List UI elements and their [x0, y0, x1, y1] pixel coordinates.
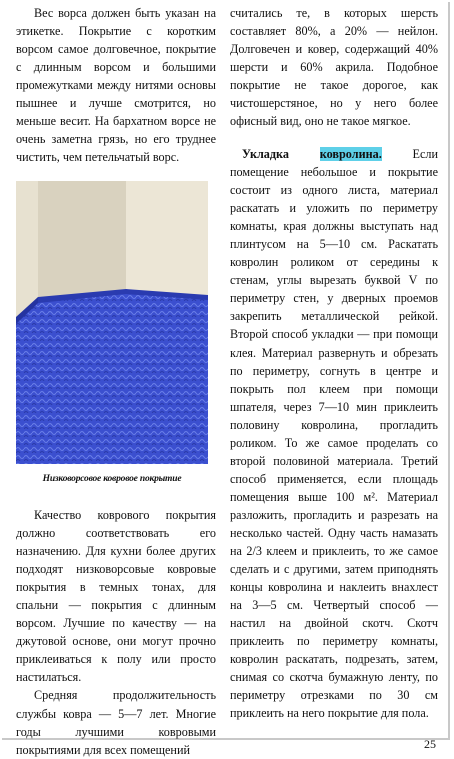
right-column-bottom [230, 145, 438, 723]
page-number: 25 [424, 737, 436, 751]
section-heading-word-1: Укладка [242, 147, 289, 161]
right-column-top [230, 4, 438, 130]
left-column-bottom [16, 506, 216, 759]
section-heading-highlighted: ковролина. [319, 147, 382, 161]
photo-caption: Низковорсовое ковровое покрытие [42, 474, 182, 484]
left-column-top [16, 4, 216, 166]
paragraph-service-life: Средняя продолжительность службы ковра — 5—7 лет. Многие годы лучшими ковровыми покрытиями для всех помещений [16, 688, 216, 757]
paragraph-wool-content: считались те, в которых шерсть составляет 80%, а 20% — нейлон. Долговечен и ковер, содержащий 40% шерсти и 60% акрила. Подобное покрытие не такое дорогое, как чистошерстяное, но у него более офисный вид, оно не такое мягкое. [230, 6, 438, 129]
paragraph-quality: Качество коврового покрытия должно соответствовать его назначению. Для кухни более других подходят низковорсовые ковровые покрытия в темных тонах, для спальни — покрытия с длинным ворсом. Лучшие по качеству — на джутовой основе, они могут прочно приклеиваться к полу или просто настилаться. [16, 508, 216, 685]
carpet-photo [16, 181, 208, 464]
paragraph-installation [230, 145, 438, 723]
installation-body: Если помещение небольшое и покрытие состоит из одного листа, материал раскатать и уложить по периметру комнаты, края должны выступать над плинтусом на 5—10 см. Раскатать ковролин роликом от середины к стенам, углы вырезать буквой V по периметру стен, у дверных проемов закрепить металлической рейкой. Второй способ укладки — при помощи клея. Материал развернуть и обрезать по периметру, согнуть в центре и покрыть пол клеем при помощи шпателя, через 7—10 мин приклеить половину ковролина, прогладить роликом. То же самое проделать со второй половиной материала. Третий способ применяется, если площадь помещения выше 100 м². Материал разложить, прогладить и разрезать на несколько частей. Одну часть намазать на 2/3 клеем и приклеить, то же самое сделать и с другими, затем приподнять концы ковролина и наклеить внахлест на 3—5 см. Четвертый способ — настил на двойной скотч. Скотч приклеить по периметру комнаты, ковролин раскатать, подрезать, затем, снимая со скотча бумажную ленту, по периметру отрезками по 30 см приклеить на него покрытие для пола. [230, 147, 438, 721]
paragraph-pile-weight: Вес ворса должен быть указан на этикетке. Покрытие с коротким ворсом самое долговечное, покрытие с длинным ворсом и большими промежутками между нитями основы пышнее и лучше смотрится, но меньше весит. На бархатном ворсе не очень заметна грязь, но его труднее чистить, чем петельчатый ворс. [16, 6, 216, 165]
